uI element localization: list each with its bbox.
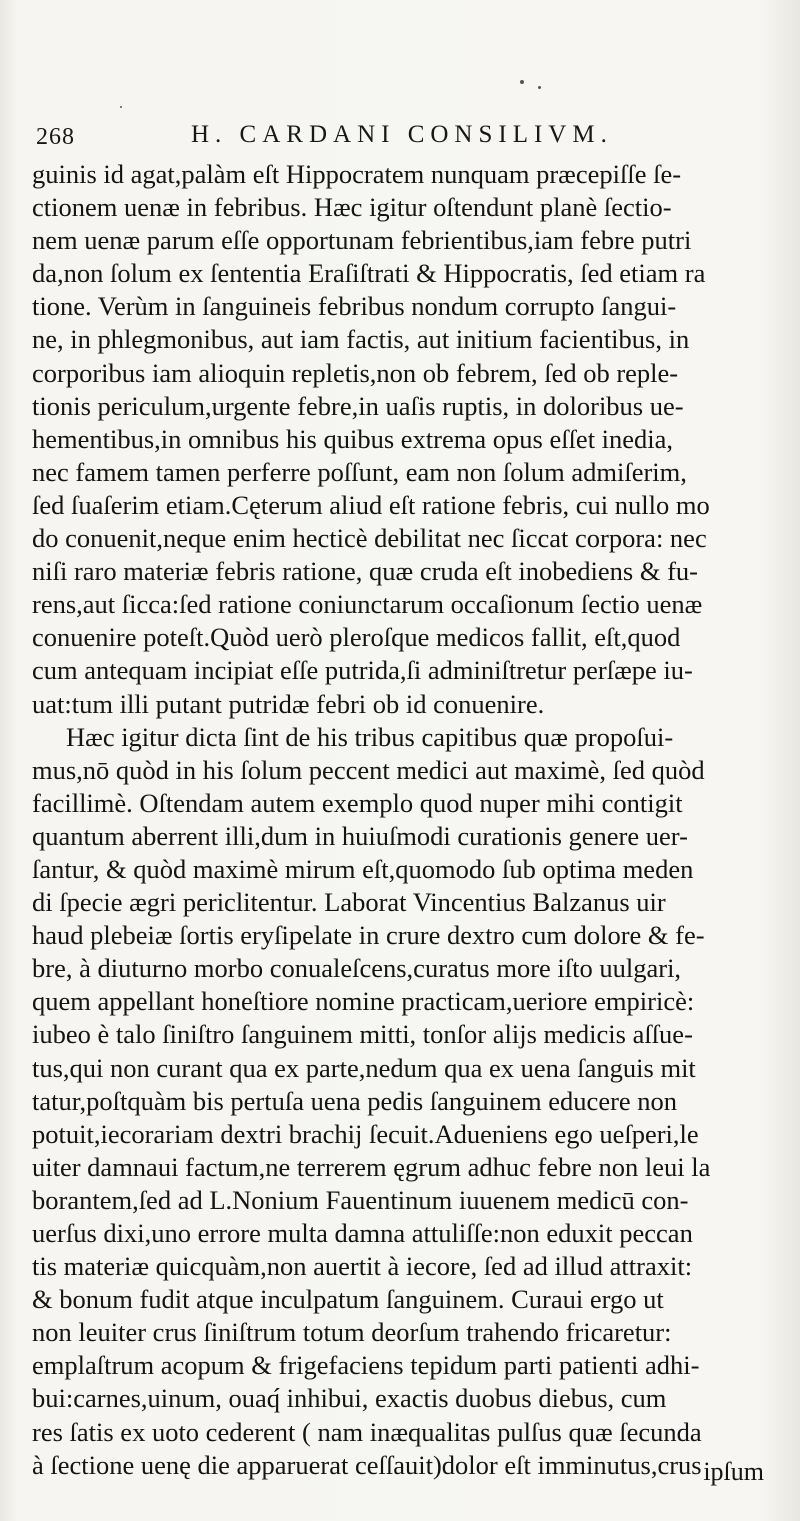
text-line: uiter damnaui factum,ne terrerem ęgrum adhuc febre non leui la bbox=[32, 1151, 711, 1182]
text-line: quem appellant honeſtiore nomine practicam,ueriore empiricè: bbox=[32, 986, 695, 1017]
running-head bbox=[36, 118, 760, 154]
text-line: bre, à diuturno morbo conualeſcens,curatus more iſto uulgari, bbox=[32, 953, 682, 984]
ink-speck bbox=[120, 106, 122, 108]
text-line: ſantur, & quòd maximè mirum eſt,quomodo ſub optima meden bbox=[32, 853, 694, 884]
paragraph-start-line: Hæc igitur dicta ſint de his tribus capitibus quæ propoſui- bbox=[66, 721, 674, 752]
text-line: di ſpecie ægri periclitentur. Laborat Vincentius Balzanus uir bbox=[32, 887, 666, 918]
ink-speck bbox=[538, 86, 541, 89]
ink-speck bbox=[520, 80, 524, 84]
text-line: tatur,poſtquàm bis pertuſa uena pedis ſanguinem educere non bbox=[32, 1085, 678, 1116]
text-line: cum antequam incipiat eſſe putrida,ſi adminiſtretur perſæpe iu- bbox=[32, 655, 693, 686]
text-line: ne, in phlegmonibus, aut iam factis, aut initium facientibus, in bbox=[32, 324, 690, 355]
text-line: potuit,iecorariam dextri brachij ſecuit.Adueniens ego ueſperi,le bbox=[32, 1118, 699, 1149]
text-line: tis materiæ quicquàm,non auertit à iecore, ſed ad illud attraxit: bbox=[32, 1251, 693, 1282]
text-line: uerſus dixi,uno errore multa damna attuliſſe:non eduxit peccan bbox=[32, 1218, 693, 1248]
catchword: ipſum bbox=[703, 1457, 764, 1486]
text-line: do conuenit,neque enim hecticè debilitat nec ſiccat corpora: nec bbox=[32, 523, 707, 554]
text-line: conuenire poteſt.Quòd uerò pleroſque medicos fallit, eſt,quod bbox=[32, 622, 681, 653]
text-line: niſi raro materiæ febris ratione, quæ cruda eſt inobediens & fu- bbox=[32, 556, 698, 587]
text-line: non leuiter crus ſiniſtrum totum deorſum trahendo fricaretur: bbox=[32, 1317, 672, 1348]
text-line: tione. Verùm in ſanguineis febribus nondum corrupto ſangui- bbox=[32, 291, 677, 322]
text-line: à ſectione uenę die apparuerat ceſſauit)dolor eſt imminutus,crus bbox=[32, 1449, 702, 1480]
text-line: rens,aut ſicca:ſed ratione coniunctarum occaſionum ſectio uenæ bbox=[32, 589, 703, 620]
text-line: haud plebeiæ ſortis eryſipelate in crure dextro cum dolore & fe- bbox=[32, 920, 705, 951]
text-line: tionis periculum,urgente febre,in uaſis ruptis, in doloribus ue- bbox=[32, 390, 684, 421]
text-line: nem uenæ parum eſſe opportunam febrientibus,iam febre putri bbox=[32, 225, 692, 256]
text-line: nec famem tamen perferre poſſunt, eam non ſolum admiſerim, bbox=[32, 456, 687, 487]
text-line: ſed ſuaſerim etiam.Cęterum aliud eſt ratione febris, cui nullo mo bbox=[32, 489, 710, 520]
text-line: & bonum fudit atque inculpatum ſanguinem. Curaui ergo ut bbox=[32, 1284, 664, 1315]
text-line: facillimè. Oſtendam autem exemplo quod nuper mihi contigit bbox=[32, 787, 683, 818]
text-line: tus,qui non curant qua ex parte,nedum qua ex uena ſanguis mit bbox=[32, 1052, 696, 1083]
body-text bbox=[32, 158, 767, 1482]
text-line: ctionem uenæ in febribus. Hæc igitur oſtendunt planè ſectio- bbox=[32, 192, 672, 223]
text-line: iubeo è talo ſiniſtro ſanguinem mitti, tonſor alijs medicis aſſue- bbox=[32, 1019, 693, 1050]
text-line: uat:tum illi putant putridæ febri ob id conuenire. bbox=[32, 688, 545, 719]
text-line: hementibus,in omnibus his quibus extrema opus eſſet inedia, bbox=[32, 423, 674, 454]
text-line: da,non ſolum ex ſententia Eraſiſtrati & Hippocratis, ſed etiam ra bbox=[32, 258, 706, 289]
text-line: bui:carnes,uinum, ouaq́ inhibui, exactis duobus diebus, cum bbox=[32, 1383, 667, 1414]
text-line: corporibus iam alioquin repletis,non ob febrem, ſed ob reple- bbox=[32, 357, 679, 388]
text-line: quantum aberrent illi,dum in huiuſmodi curationis genere uer- bbox=[32, 820, 688, 851]
running-title: H. CARDANI CONSILIVM. bbox=[191, 121, 613, 148]
text-line: res ſatis ex uoto cederent ( nam inæqualitas pulſus quæ ſecunda bbox=[32, 1416, 702, 1447]
text-line: borantem,ſed ad L.Nonium Fauentinum iuuenem medicū con- bbox=[32, 1184, 689, 1215]
text-line: mus,nō quòd in his ſolum peccent medici aut maximè, ſed quòd bbox=[32, 754, 705, 785]
text-line: emplaſtrum acopum & frigefaciens tepidum parti patienti adhi- bbox=[32, 1350, 700, 1381]
page-number: 268 bbox=[36, 124, 75, 150]
text-line: guinis id agat,palàm eſt Hippocratem nunquam præcepiſſe ſe- bbox=[32, 159, 682, 189]
